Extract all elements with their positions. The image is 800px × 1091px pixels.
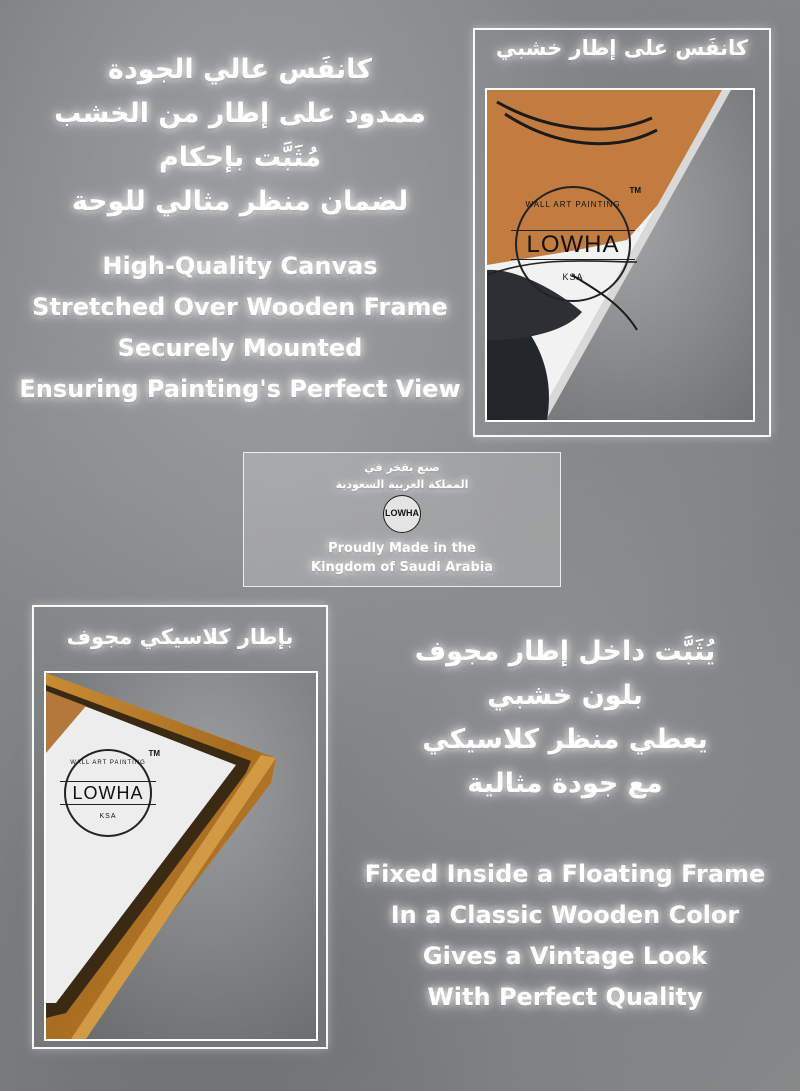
arabic-description xyxy=(355,630,775,806)
badge-english-line: Proudly Made in the xyxy=(328,541,476,556)
badge-arabic-line: صنع بفخر في xyxy=(364,461,440,474)
english-line: High-Quality Canvas xyxy=(102,252,378,280)
english-line: With Perfect Quality xyxy=(427,983,703,1011)
english-line: In a Classic Wooden Color xyxy=(390,901,740,929)
floating-frame-card xyxy=(32,605,328,1049)
arabic-line: كانفَس عالي الجودة xyxy=(108,54,372,85)
canvas-corner-photo xyxy=(485,88,755,422)
arabic-line: بلون خشبي xyxy=(487,680,643,711)
card-title: بإطار كلاسيكي مجوف xyxy=(66,625,294,649)
logo-arc-text: WALL ART PAINTING xyxy=(70,760,146,766)
badge-logo-name: LOWHA xyxy=(385,508,419,518)
floating-frame-description-block xyxy=(355,630,775,1018)
arabic-line: ممدود على إطار من الخشب xyxy=(54,98,426,129)
arabic-description xyxy=(10,48,470,224)
arabic-line: لضمان منظر مثالي للوحة xyxy=(71,186,409,217)
logo-ksa: KSA xyxy=(562,272,584,282)
arabic-line: مع جودة مثالية xyxy=(467,768,663,799)
badge-english-line: Kingdom of Saudi Arabia xyxy=(311,560,493,575)
floating-frame-illustration xyxy=(46,673,316,1039)
logo-arc-text: WALL ART PAINTING xyxy=(525,200,621,209)
lowha-logo xyxy=(515,186,641,302)
arabic-line: مُثَبَّت بإحكام xyxy=(158,142,322,173)
english-line: Gives a Vintage Look xyxy=(422,942,708,970)
english-description xyxy=(10,246,470,410)
badge-arabic-line: المملكة العربية السعودية xyxy=(335,478,469,491)
arabic-line: يعطي منظر كلاسيكي xyxy=(422,724,708,755)
logo-trademark: TM xyxy=(148,749,160,758)
arabic-line: يُثَبَّت داخل إطار مجوف xyxy=(414,636,716,667)
logo-ksa: KSA xyxy=(99,813,117,820)
english-line: Stretched Over Wooden Frame xyxy=(32,293,448,321)
logo-trademark: TM xyxy=(629,186,641,195)
english-line: Securely Mounted xyxy=(117,334,363,362)
english-line: Ensuring Painting's Perfect View xyxy=(19,375,461,403)
canvas-photo-card xyxy=(473,28,771,437)
logo-name: LOWHA xyxy=(60,781,156,805)
logo-name: LOWHA xyxy=(511,230,635,260)
floating-frame-photo xyxy=(44,671,318,1041)
made-in-ksa-badge xyxy=(243,452,561,587)
badge-logo xyxy=(383,495,421,533)
english-description xyxy=(355,854,775,1018)
lowha-logo xyxy=(64,749,160,837)
card-title: كانفَس على إطار خشبي xyxy=(495,36,749,60)
canvas-description-block xyxy=(10,48,470,410)
english-line: Fixed Inside a Floating Frame xyxy=(364,860,766,888)
